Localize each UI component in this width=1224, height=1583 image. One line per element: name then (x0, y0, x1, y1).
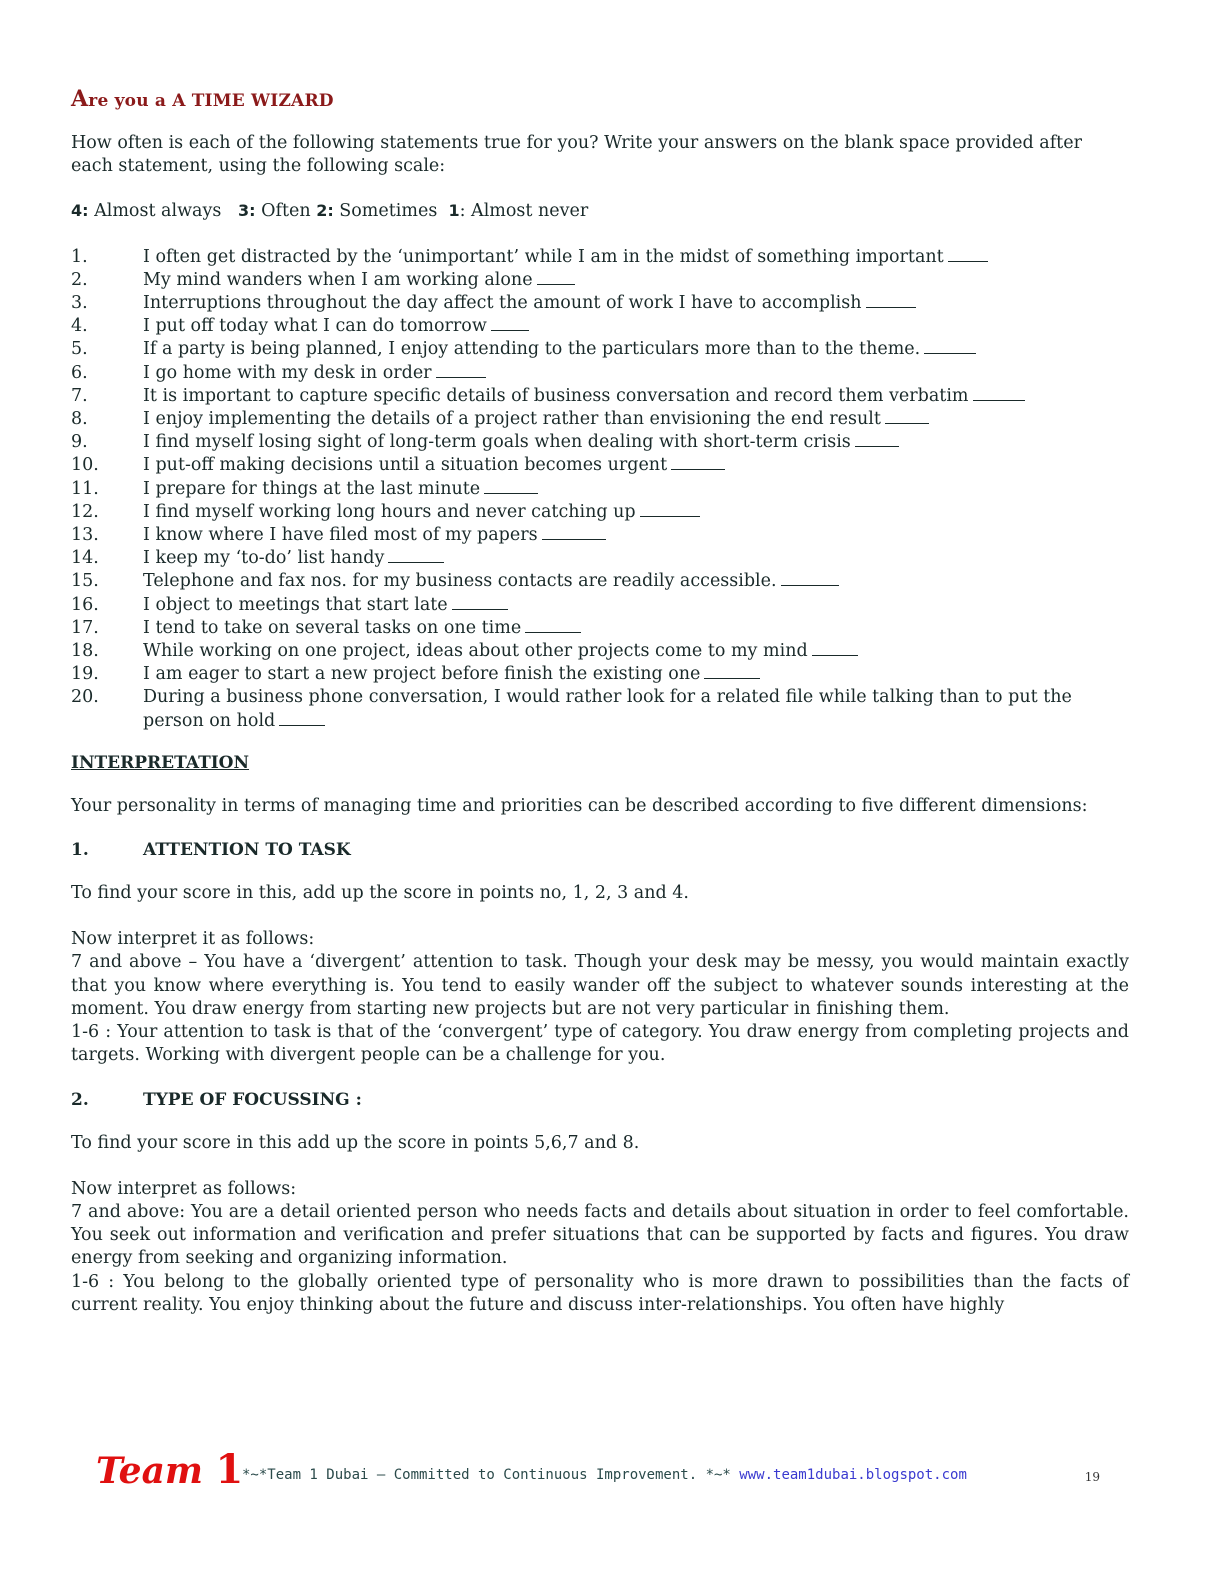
interpretation-low: 1-6 : Your attention to task is that of the ‘convergent’ type of category. You draw energy from completing projects and targets. Working with divergent people can be a challenge for you. (71, 1022, 1129, 1066)
statement-item (71, 524, 1129, 547)
statement-item (71, 640, 1129, 663)
statement-text (143, 686, 1129, 732)
scale-key-2: 2: (316, 201, 334, 221)
scale-key-4: 4: (71, 201, 89, 221)
statement-item (71, 408, 1129, 431)
statement-item (71, 478, 1129, 501)
statement-number: 1. (71, 246, 88, 267)
statement-label: I know where I have filed most of my papers (143, 525, 538, 546)
scale-label-2: Sometimes (333, 201, 449, 222)
answer-blank[interactable] (491, 316, 529, 331)
answer-blank[interactable] (781, 571, 839, 586)
statement-number: 6. (71, 362, 88, 383)
score-instruction: To find your score in this, add up the score in points no, 1, 2, 3 and 4. (71, 883, 689, 904)
logo-word: Team (96, 1450, 203, 1492)
statement-item (71, 431, 1129, 454)
statement-item (71, 315, 1129, 338)
statement-label: I find myself working long hours and never catching up (143, 501, 636, 522)
statement-number: 9. (71, 432, 88, 453)
statement-label: I prepare for things at the last minute (143, 478, 481, 499)
statement-label: I am eager to start a new project before finish the existing one (143, 664, 701, 685)
dimension-number: 1. (71, 840, 89, 861)
dimension-number: 2. (71, 1089, 89, 1110)
statement-item (71, 246, 1129, 269)
statement-item (71, 686, 1129, 732)
scale-label-1: : Almost never (459, 201, 589, 222)
answer-blank[interactable] (484, 479, 538, 494)
statement-item (71, 547, 1129, 570)
statement-number: 20. (71, 687, 99, 708)
statement-text (143, 570, 1129, 593)
scale-label-4: Almost always (88, 201, 239, 222)
interpret-label: Now interpret it as follows: (71, 929, 315, 950)
statement-label: I put off today what I can do tomorrow (143, 316, 487, 337)
statement-number: 3. (71, 293, 88, 314)
interpret-label: Now interpret as follows: (71, 1178, 297, 1199)
statement-label: While working on one project, ideas about other projects come to my mind (143, 641, 808, 662)
answer-blank[interactable] (704, 664, 760, 679)
statement-label: My mind wanders when I am working alone (143, 269, 533, 290)
answer-blank[interactable] (973, 386, 1025, 401)
statement-text (143, 338, 1129, 361)
blog-link[interactable]: www.team1dubai.blogspot.com (739, 1467, 967, 1483)
statement-item (71, 292, 1129, 315)
statement-item (71, 338, 1129, 361)
page-number: 19 (1084, 1470, 1100, 1484)
statement-number: 11. (71, 478, 99, 499)
answer-blank[interactable] (948, 247, 988, 262)
page-footer (96, 1446, 1136, 1496)
answer-blank[interactable] (542, 525, 606, 540)
statement-text (143, 640, 1129, 663)
statement-number: 7. (71, 385, 88, 406)
answer-blank[interactable] (388, 548, 444, 563)
team1-logo (96, 1446, 243, 1493)
rating-scale (71, 199, 1129, 223)
statement-item (71, 385, 1129, 408)
statement-label: I object to meetings that start late (143, 594, 448, 615)
statement-item (71, 501, 1129, 524)
page-title (71, 86, 1129, 112)
statement-text (143, 663, 1129, 686)
statement-number: 5. (71, 339, 88, 360)
answer-blank[interactable] (924, 339, 976, 354)
statement-label: During a business phone conversation, I would rather look for a related file while talking than to put the person on hold (143, 687, 1072, 731)
statement-item (71, 454, 1129, 477)
interpretation-heading: INTERPRETATION (71, 752, 250, 773)
statement-text (143, 315, 1129, 338)
statement-number: 12. (71, 501, 99, 522)
statement-label: It is important to capture specific details of business conversation and record them verbatim (143, 385, 969, 406)
tagline-text: *~*Team 1 Dubai – Committed to Continuous Improvement. *~* (242, 1467, 740, 1483)
scale-label-3: Often (255, 201, 317, 222)
answer-blank[interactable] (812, 641, 858, 656)
scale-key-3: 3: (238, 201, 256, 221)
statement-item (71, 362, 1129, 385)
title-rest: re you a A TIME WIZARD (88, 91, 334, 111)
statement-number: 4. (71, 316, 88, 337)
statement-text (143, 501, 1129, 524)
answer-blank[interactable] (640, 502, 700, 517)
interpretation-high: 7 and above: You are a detail oriented person who needs facts and details about situation in order to feel comfortable. You seek out information and verification and prefer situations that can be supported by facts and figures. You draw energy from seeking and organizing information. (71, 1201, 1129, 1269)
scale-key-1: 1 (448, 201, 460, 221)
statement-label: I tend to take on several tasks on one time (143, 617, 522, 638)
dimension-title: ATTENTION TO TASK (143, 840, 351, 861)
dimension-heading (71, 840, 1129, 860)
statement-item (71, 594, 1129, 617)
answer-blank[interactable] (855, 432, 899, 447)
answer-blank[interactable] (671, 455, 725, 470)
statement-text (143, 362, 1129, 385)
statement-label: I enjoy implementing the details of a project rather than envisioning the end result (143, 409, 881, 430)
interpretation-low: 1-6 : You belong to the globally oriented type of personality who is more drawn to possibilities than the facts of current reality. You enjoy thinking about the future and discuss inter-relationships. You often have highly (71, 1271, 1129, 1315)
statement-number: 16. (71, 594, 99, 615)
statement-text (143, 524, 1129, 547)
statement-number: 15. (71, 571, 99, 592)
answer-blank[interactable] (436, 363, 486, 378)
statement-number: 17. (71, 617, 99, 638)
statement-item (71, 570, 1129, 593)
statement-label: Interruptions throughout the day affect the amount of work I have to accomplish (143, 293, 862, 314)
interpretation-intro: Your personality in terms of managing time and priorities can be described according to five different dimensions: (71, 795, 1088, 816)
statement-list (71, 246, 1129, 733)
statement-label: I keep my ‘to-do’ list handy (143, 548, 385, 569)
logo-number: 1 (215, 1446, 244, 1493)
answer-blank[interactable] (525, 618, 581, 633)
statement-number: 2. (71, 269, 88, 290)
dimension-heading (71, 1090, 1129, 1110)
answer-blank[interactable] (866, 293, 916, 308)
statement-text (143, 385, 1129, 408)
footer-tagline (242, 1467, 967, 1483)
statement-text (143, 454, 1129, 477)
statement-number: 13. (71, 525, 99, 546)
statement-label: If a party is being planned, I enjoy attending to the particulars more than to the theme. (143, 339, 921, 360)
statement-text (143, 594, 1129, 617)
answer-blank[interactable] (452, 595, 508, 610)
statement-item (71, 269, 1129, 292)
statement-text (143, 431, 1129, 454)
answer-blank[interactable] (885, 409, 929, 424)
statement-item (71, 663, 1129, 686)
instructions: How often is each of the following statements true for you? Write your answers on the blank space provided after each statement, using the following scale: (71, 133, 1082, 177)
answer-blank[interactable] (537, 270, 575, 285)
answer-blank[interactable] (279, 711, 325, 726)
document-page (71, 86, 1129, 1317)
statement-number: 18. (71, 641, 99, 662)
statement-text (143, 269, 1129, 292)
statement-text (143, 246, 1129, 269)
statement-number: 14. (71, 548, 99, 569)
statement-label: Telephone and fax nos. for my business contacts are readily accessible. (143, 571, 777, 592)
statement-text (143, 478, 1129, 501)
statement-label: I find myself losing sight of long-term goals when dealing with short-term crisis (143, 432, 851, 453)
statement-text (143, 617, 1129, 640)
statement-text (143, 408, 1129, 431)
interpretation-high: 7 and above – You have a ‘divergent’ attention to task. Though your desk may be messy, you would maintain exactly that you know where everything is. You tend to easily wander off the subject to whatever sounds interesting at the moment. You draw energy from starting new projects but are not very particular in finishing them. (71, 952, 1129, 1019)
dimension-title: TYPE OF FOCUSSING : (143, 1089, 362, 1110)
statement-number: 10. (71, 455, 99, 476)
statement-item (71, 617, 1129, 640)
score-instruction: To find your score in this add up the score in points 5,6,7 and 8. (71, 1132, 640, 1153)
statement-label: I often get distracted by the ‘unimportant’ while I am in the midst of something important (143, 246, 944, 267)
statement-label: I go home with my desk in order (143, 362, 432, 383)
statement-number: 19. (71, 664, 99, 685)
statement-number: 8. (71, 409, 88, 430)
statement-text (143, 547, 1129, 570)
title-first-letter: A (71, 86, 89, 112)
statement-label: I put-off making decisions until a situation becomes urgent (143, 455, 668, 476)
statement-text (143, 292, 1129, 315)
